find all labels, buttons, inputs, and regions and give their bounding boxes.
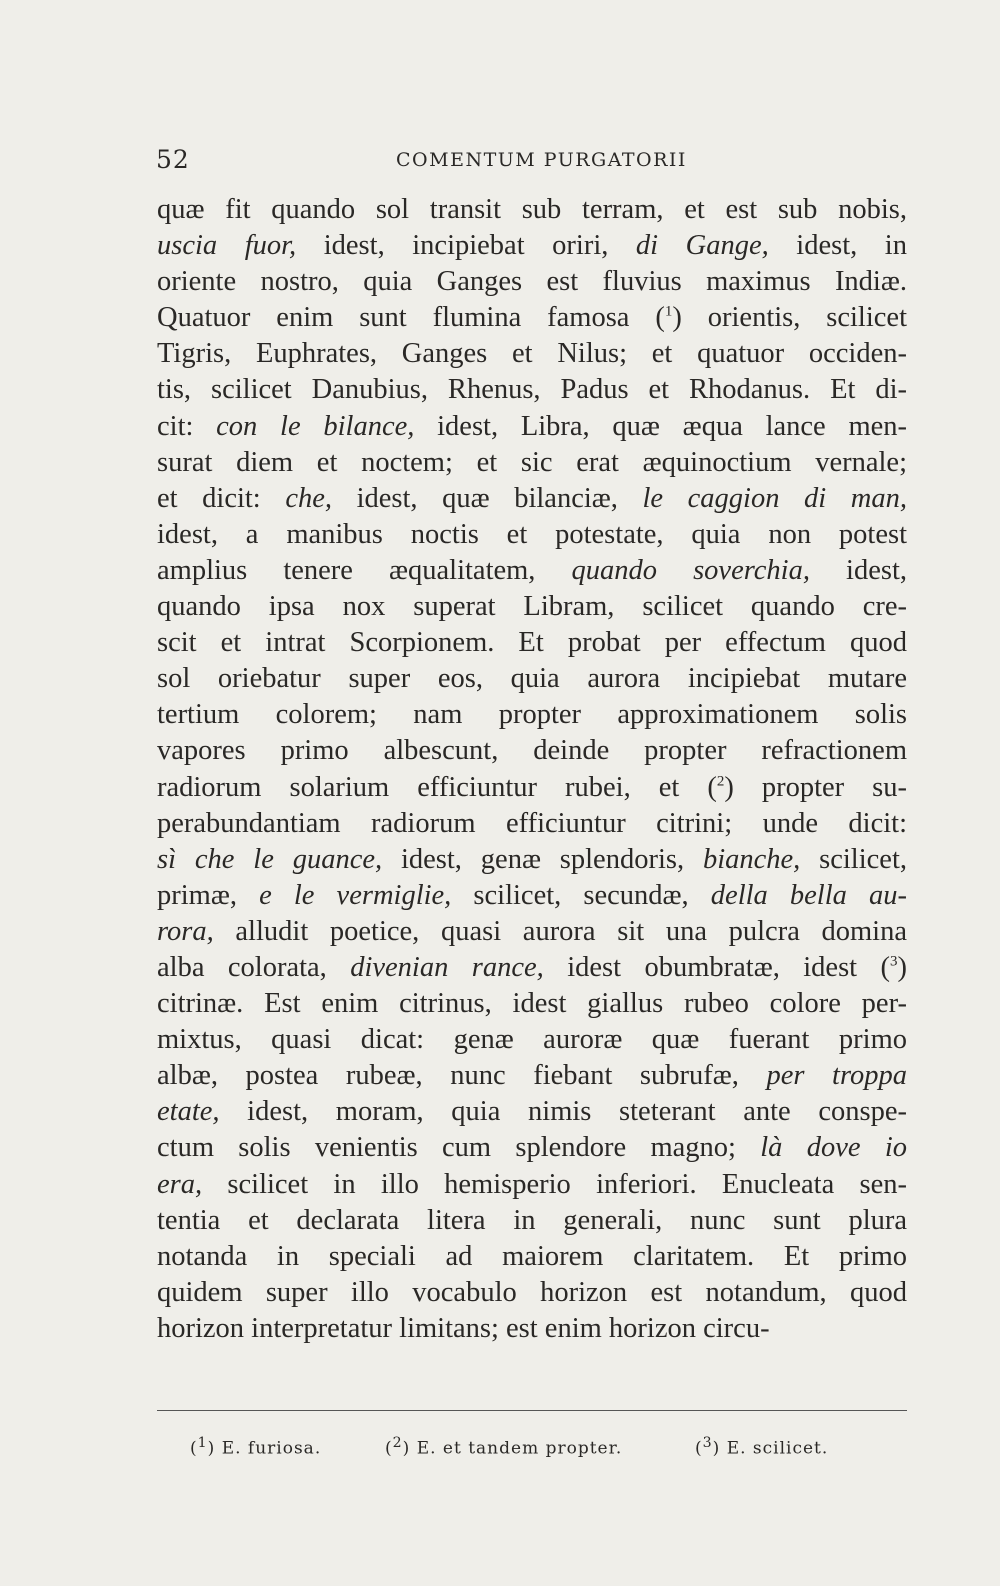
italic-text: bianche, <box>702 843 801 875</box>
text-run: primæ, <box>157 879 260 911</box>
footnote-marker: 1 <box>197 1435 208 1451</box>
italic-text: là dove io <box>760 1132 907 1164</box>
text-run: perabundantiam radiorum efficiuntur citrini; unde dicit: <box>157 807 907 839</box>
footnote: ($^2$) E. et tandem propter. <box>385 1435 623 1459</box>
italic-text: sì che le guance, <box>157 843 383 875</box>
text-line <box>157 950 907 986</box>
text-line <box>157 264 907 300</box>
text-run: et dicit: <box>157 482 286 514</box>
text-run: tentia et declarata litera in generali, nunc sunt plura <box>157 1204 907 1236</box>
italic-text: uscia fuor, <box>157 230 297 262</box>
text-line <box>157 228 907 264</box>
text-run: idest, a manibus noctis et potestate, quia non potest <box>157 518 907 550</box>
text-line <box>157 445 907 481</box>
text-run: idest, genæ splendoris, <box>382 843 703 875</box>
text-run: quæ fit quando sol transit sub terram, et est sub nobis, <box>157 194 907 225</box>
text-run: vapores primo albescunt, deinde propter refractionem <box>157 735 907 767</box>
text-line <box>157 1130 907 1166</box>
text-run: scilicet in illo hemisperio inferiori. Enucleata sen- <box>202 1168 907 1200</box>
text-run: tis, scilicet Danubius, Rhenus, Padus et Rhodanus. Et di- <box>157 374 907 406</box>
text-run: oriente nostro, quia Ganges est fluvius maximus Indiæ. <box>157 266 907 298</box>
text-run: tertium colorem; nam propter approximationem solis <box>157 699 907 731</box>
text-run: idest, moram, quia nimis steterant ante conspe- <box>219 1096 907 1128</box>
text-line <box>157 553 907 589</box>
italic-text: della bella au- <box>710 879 907 911</box>
text-run: scilicet, secundæ, <box>451 879 711 911</box>
text-line <box>157 697 907 733</box>
footnote: ($^1$) E. furiosa. <box>190 1435 322 1459</box>
text-run: idest obumbratæ, idest ( <box>543 951 890 983</box>
text-run: alba colorata, <box>157 951 351 983</box>
italic-text: le caggion di man, <box>642 482 907 514</box>
text-run: horizon interpretatur limitans; est enim horizon circu- <box>157 1312 770 1344</box>
text-line <box>157 914 907 950</box>
text-line <box>157 336 907 372</box>
text-line <box>157 986 907 1022</box>
text-line <box>157 1058 907 1094</box>
italic-text: e le vermiglie, <box>259 879 452 911</box>
text-line <box>157 1275 907 1311</box>
text-line <box>157 1022 907 1058</box>
text-run: alludit poetice, quasi aurora sit una pulcra domina <box>213 915 907 947</box>
italic-text: rora, <box>157 915 214 947</box>
text-run: notanda in speciali ad maiorem claritatem. Et primo <box>157 1240 907 1272</box>
footnote-ref: 1 <box>664 303 673 320</box>
text-line <box>157 1167 907 1203</box>
text-line <box>157 625 907 661</box>
footnote-marker: 3 <box>702 1435 713 1451</box>
running-title: COMENTUM PURGATORII <box>396 149 687 171</box>
footnote-text: E. furiosa. <box>221 1438 322 1459</box>
text-run: ) orientis, scilicet <box>672 302 907 334</box>
footnote-ref: 3 <box>890 953 898 970</box>
text-run: ) propter su- <box>724 771 907 803</box>
footnotes <box>190 1435 890 1465</box>
text-line <box>157 517 907 553</box>
text-line <box>157 842 907 878</box>
text-run: scilicet, <box>800 843 907 875</box>
text-run: mixtus, quasi dicat: genæ auroræ quæ fuerant primo <box>157 1024 907 1056</box>
text-run: idest, in <box>768 230 907 262</box>
italic-text: di Gange, <box>635 230 769 262</box>
text-line <box>157 1311 907 1347</box>
text-run: ) <box>897 951 907 983</box>
text-line <box>157 372 907 408</box>
text-line <box>157 481 907 517</box>
page-number: 52 <box>156 145 190 174</box>
italic-text: quando soverchia, <box>571 554 810 586</box>
text-run: radiorum solarium efficiuntur rubei, et ( <box>157 771 717 803</box>
footnote-ref: 2 <box>716 773 725 789</box>
text-run: citrinæ. Est enim citrinus, idest giallus rubeo colore per- <box>157 988 907 1020</box>
text-line <box>157 733 907 769</box>
text-run: scit et intrat Scorpionem. Et probat per effectum quod <box>157 627 907 659</box>
text-run: surat diem et noctem; et sic erat æquinoctium vernale; <box>157 446 907 478</box>
footnote-rule <box>157 1410 907 1411</box>
footnote-text: E. scilicet. <box>726 1438 829 1459</box>
text-line <box>157 192 907 228</box>
text-line <box>157 1239 907 1275</box>
text-line <box>157 1094 907 1130</box>
text-run: idest, Libra, quæ æqua lance men- <box>414 410 908 442</box>
text-run: albæ, postea rubeæ, nunc fiebant subrufæ, <box>157 1060 767 1092</box>
text-line <box>157 806 907 842</box>
text-run: Quatuor enim sunt flumina famosa ( <box>157 302 665 334</box>
text-run: ctum solis venientis cum splendore magno; <box>157 1132 761 1164</box>
text-run: idest, incipiebat oriri, <box>296 230 636 262</box>
italic-text: che, <box>285 482 332 514</box>
italic-text: era, <box>157 1168 203 1200</box>
italic-text: con le bilance, <box>216 410 415 442</box>
text-run: idest, <box>809 554 907 586</box>
text-run: quidem super illo vocabulo horizon est notandum, quod <box>157 1276 907 1308</box>
text-run: amplius tenere æqualitatem, <box>157 554 572 586</box>
text-line <box>157 1203 907 1239</box>
footnote: ($^3$) E. scilicet. <box>695 1435 829 1459</box>
italic-text: per troppa <box>766 1060 907 1092</box>
text-line <box>157 409 907 445</box>
text-run: quando ipsa nox superat Libram, scilicet quando cre- <box>157 591 907 623</box>
text-line <box>157 300 907 336</box>
italic-text: etate, <box>157 1096 220 1128</box>
text-line <box>157 589 907 625</box>
footnote-text: E. et tandem propter. <box>416 1438 623 1459</box>
text-run: Tigris, Euphrates, Ganges et Nilus; et quatuor occiden- <box>157 338 907 370</box>
text-line <box>157 878 907 914</box>
text-run: sol oriebatur super eos, quia aurora incipiebat mutare <box>157 663 907 695</box>
body-text <box>157 192 907 1347</box>
running-head <box>156 145 906 175</box>
text-line <box>157 770 907 806</box>
footnote-marker: 2 <box>392 1435 403 1451</box>
text-run: idest, quæ bilanciæ, <box>332 482 643 514</box>
text-run: cit: <box>157 410 217 442</box>
text-line <box>157 661 907 697</box>
italic-text: divenian rance, <box>350 951 544 983</box>
